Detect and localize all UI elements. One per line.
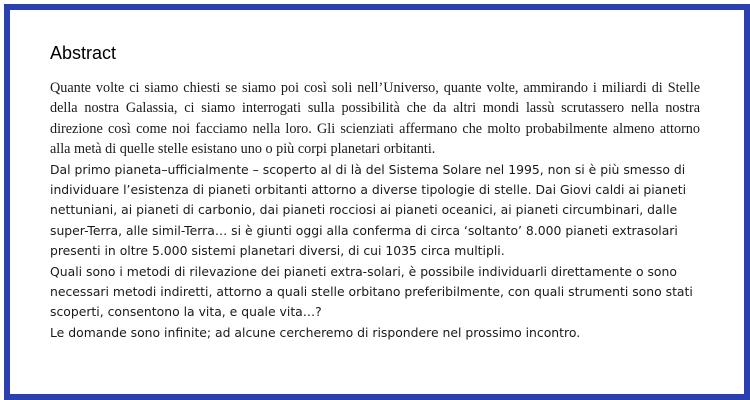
paragraph-methods: Quali sono i metodi di rilevazione dei pianeti extra-solari, è possibile individuarli direttamente o sono necessari metodi indiretti, attorno a quali stelle orbitano preferibilmente, con quali strumenti sono stati scoperti, consentono la vita, e quale vita…? <box>50 263 693 320</box>
paragraph-intro: Quante volte ci siamo chiesti se siamo poi così soli nell’Universo, quante volte, ammirando i miliardi di Stelle della nostra Galassia, ci siamo interrogati sulla possibilità che da altri mondi lassù scrutassero nella nostra direzione così come noi facciamo nella loro. Gli scienziati affermano che molto probabilmente almeno attorno alla metà di quelle stelle esistano uno o più corpi planetari orbitanti. <box>50 80 700 158</box>
abstract-body <box>50 78 700 343</box>
paragraph-discoveries: Dal primo pianeta–ufficialmente – scoperto al di là del Sistema Solare nel 1995, non si è più smesso di individuare l’esistenza di pianeti orbitanti attorno a diverse tipologie di stelle. Dai Giovi caldi ai pianeti nettuniani, ai pianeti di carbonio, dai pianeti rocciosi ai pianeti oceanici, ai pianeti circumbinari, dalle super-Terra, alle simil-Terra… si è giunti oggi alla conferma di circa ‘soltanto’ 8.000 pianeti extrasolari presenti in oltre 5.000 sistemi planetari diversi, di cui 1035 circa multipli. <box>50 161 687 259</box>
paragraph-closing: Le domande sono infinite; ad alcune cercheremo di rispondere nel prossimo incontro. <box>50 324 581 340</box>
abstract-title: Abstract <box>50 43 117 63</box>
